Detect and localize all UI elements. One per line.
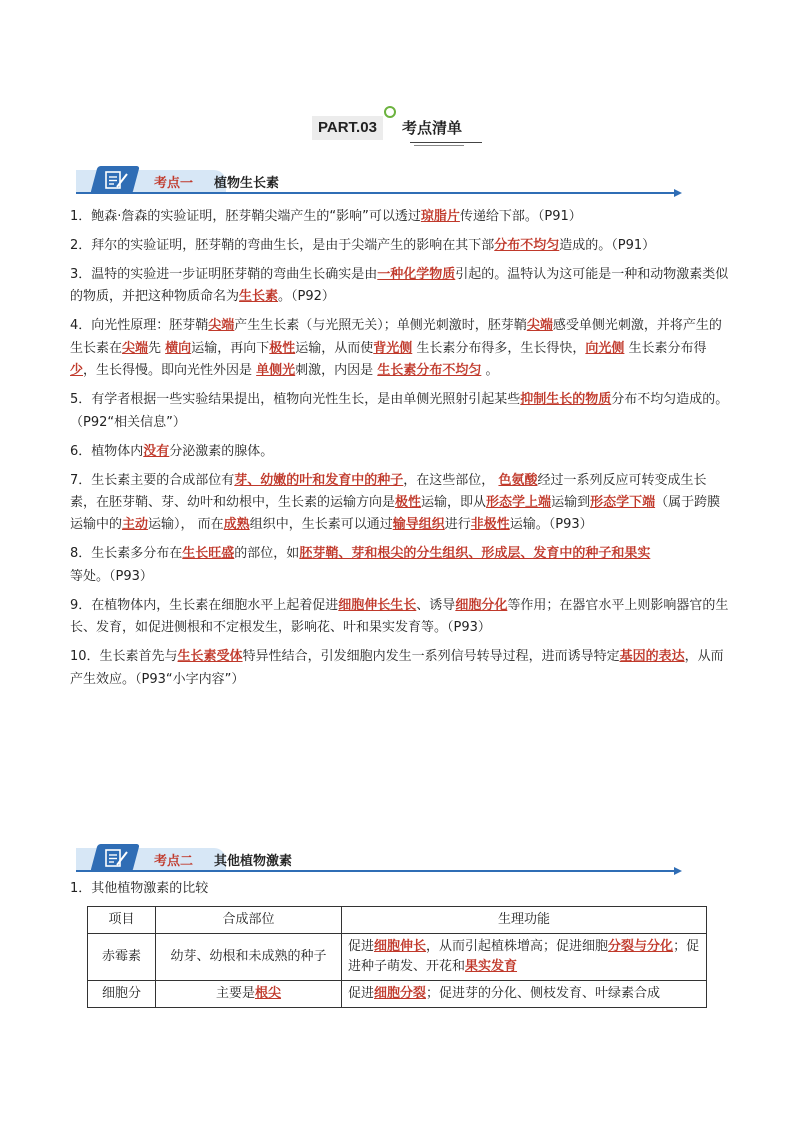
hormone-comparison-table bbox=[87, 906, 707, 1008]
text-segment: ；促进芽的分化、侧枝发育、叶绿素合成 bbox=[426, 986, 661, 1001]
text-segment: 生长素分布得 bbox=[624, 340, 707, 356]
answer-highlight: 分布不均匀 bbox=[494, 238, 560, 253]
text-segment: 进行 bbox=[444, 517, 471, 533]
text-segment: 3．温特的实验进一步证明胚芽鞘的弯曲生长确实是由 bbox=[70, 267, 378, 282]
section-2-intro: 1．其他植物激素的比较 bbox=[70, 881, 209, 896]
text-segment: 等处。（P93） bbox=[70, 568, 153, 584]
section-title: 植物生长素 bbox=[214, 176, 280, 191]
answer-highlight: 尖端 bbox=[526, 318, 553, 334]
hormone-name-cell: 细胞分 bbox=[88, 981, 156, 1008]
section-divider bbox=[76, 192, 676, 194]
answer-highlight: 抑制生长的物质 bbox=[520, 392, 612, 408]
answer-highlight: 胚芽鞘、芽和根尖的分生组织、形成层、发育中的种子和果实 bbox=[299, 546, 651, 562]
section-label: 考点一 bbox=[154, 176, 194, 191]
synthesis-site-cell bbox=[156, 981, 342, 1008]
text-segment: ，从而引起植株增高；促进细胞 bbox=[426, 939, 609, 954]
text-segment: 促进 bbox=[348, 939, 375, 954]
answer-highlight: 色氨酸 bbox=[498, 472, 538, 488]
list-item bbox=[70, 264, 730, 309]
list-item bbox=[70, 470, 730, 537]
text-segment: 先 bbox=[148, 340, 166, 356]
text-segment: 运输）， 而在 bbox=[148, 517, 224, 533]
answer-highlight: 分裂与分化 bbox=[608, 939, 674, 954]
text-segment: 组织中，生长素可以通过 bbox=[249, 517, 393, 533]
answer-highlight: 细胞伸长 bbox=[374, 939, 427, 954]
answer-highlight: 非极性 bbox=[470, 517, 510, 533]
text-segment: ；促进种子萌发、开花和 bbox=[348, 939, 700, 974]
text-segment: 幼芽、幼根和未成熟的种子 bbox=[170, 949, 327, 964]
text-segment: 运输，再向下 bbox=[191, 340, 270, 356]
text-segment: 分泌激素的腺体。 bbox=[169, 443, 274, 459]
text-segment: 等作用；在器官水平上则影响器官的生长、发育，如促进侧根和不定根发生，影响花、叶和果实发育等。（P93） bbox=[70, 597, 729, 636]
text-segment: 9．在植物体内，生长素在细胞水平上起着促进 bbox=[70, 597, 339, 613]
text-segment: ，从而产生效应。（P93“小字内容”） bbox=[70, 649, 724, 687]
page-title: 考点清单 bbox=[402, 119, 463, 137]
answer-highlight: 果实发育 bbox=[465, 959, 518, 974]
answer-highlight: 输导组织 bbox=[392, 517, 445, 533]
answer-highlight: 一种化学物质 bbox=[377, 267, 456, 282]
text-segment: 刺激，内因是 bbox=[295, 363, 378, 379]
list-item bbox=[70, 389, 730, 434]
text-segment: 。 bbox=[481, 363, 499, 379]
section-header-2 bbox=[76, 846, 682, 874]
arrow-icon bbox=[674, 189, 682, 197]
answer-highlight: 生长旺盛 bbox=[182, 546, 235, 562]
text-segment: 引起的。温特认为这可能是一种和动物激素类似的物质，并把这种物质命名为 bbox=[70, 267, 729, 305]
text-segment: 分布不均匀造成的。（P92“相关信息”） bbox=[70, 392, 729, 430]
text-segment: 造成的。（P91） bbox=[559, 238, 656, 253]
answer-highlight: 极性 bbox=[269, 340, 296, 356]
table-header-cell: 项目 bbox=[88, 907, 156, 934]
list-item bbox=[70, 235, 730, 257]
text-segment: 运输到 bbox=[551, 495, 591, 511]
text-segment: 运输。（P93） bbox=[509, 517, 593, 533]
answer-highlight: 形态学下端 bbox=[590, 495, 656, 511]
list-item bbox=[70, 595, 730, 640]
list-item bbox=[70, 646, 730, 691]
section-divider bbox=[76, 870, 676, 872]
answer-highlight: 生长素分布不均匀 bbox=[377, 363, 482, 379]
text-segment: 主要是 bbox=[215, 986, 255, 1001]
answer-highlight: 尖端 bbox=[122, 340, 149, 356]
list-item bbox=[70, 315, 730, 382]
answer-highlight: 尖端 bbox=[208, 318, 235, 334]
notepad-pencil-icon bbox=[100, 168, 132, 192]
text-segment: 5．有学者根据一些实验结果提出，植物向光性生长，是由单侧光照射引起某些 bbox=[70, 392, 521, 408]
list-item bbox=[70, 206, 730, 228]
text-segment: 运输，从而使 bbox=[295, 340, 374, 356]
section-1-content bbox=[70, 206, 730, 698]
text-segment: 10．生长素首先与 bbox=[70, 649, 178, 665]
list-item bbox=[70, 441, 730, 463]
table-header-cell: 生理功能 bbox=[342, 907, 707, 934]
answer-highlight: 细胞分裂 bbox=[374, 986, 427, 1001]
text-segment: 特异性结合，引发细胞内发生一系列信号转导过程，进而诱导特定 bbox=[242, 649, 620, 665]
function-cell bbox=[342, 981, 707, 1008]
answer-highlight: 主动 bbox=[122, 517, 149, 533]
answer-highlight: 细胞伸长生长 bbox=[338, 597, 417, 613]
table-row bbox=[88, 934, 707, 981]
text-segment: 运输，即从 bbox=[421, 495, 487, 511]
table-row bbox=[88, 981, 707, 1008]
text-segment: 促进 bbox=[348, 986, 375, 1001]
answer-highlight: 芽、幼嫩的叶和发育中的种子 bbox=[234, 472, 404, 488]
answer-highlight: 细胞分化 bbox=[455, 597, 508, 613]
text-segment: 的部位，如 bbox=[234, 546, 300, 562]
table-header-cell: 合成部位 bbox=[156, 907, 342, 934]
notepad-pencil-icon bbox=[100, 846, 132, 870]
text-segment: 1．鲍森·詹森的实验证明，胚芽鞘尖端产生的“影响”可以透过 bbox=[70, 209, 421, 224]
answer-highlight: 没有 bbox=[143, 443, 170, 459]
answer-highlight: 生长素 bbox=[239, 289, 279, 305]
synthesis-site-cell bbox=[156, 934, 342, 981]
answer-highlight: 根尖 bbox=[255, 986, 282, 1001]
function-cell bbox=[342, 934, 707, 981]
text-segment: 4．向光性原理：胚芽鞘 bbox=[70, 318, 209, 334]
section-title: 其他植物激素 bbox=[214, 854, 293, 869]
text-segment: 、诱导 bbox=[416, 597, 456, 613]
answer-highlight: 基因的表达 bbox=[619, 649, 685, 665]
title-underline bbox=[410, 142, 482, 143]
page-header bbox=[0, 112, 794, 146]
text-segment: ，生长得慢。即向光性外因是 bbox=[83, 363, 257, 379]
arrow-icon bbox=[674, 867, 682, 875]
text-segment: 感受单侧光刺激，并将产生的生长素在 bbox=[70, 318, 722, 356]
answer-highlight: 成熟 bbox=[223, 517, 250, 533]
ring-icon bbox=[384, 106, 396, 118]
answer-highlight: 向光侧 bbox=[585, 340, 625, 356]
text-segment: 2．拜尔的实验证明，胚芽鞘的弯曲生长，是由于尖端产生的影响在其下部 bbox=[70, 238, 495, 253]
text-segment: 7．生长素主要的合成部位有 bbox=[70, 472, 235, 488]
list-item bbox=[70, 543, 730, 588]
text-segment: 6．植物体内 bbox=[70, 443, 144, 459]
text-segment: 产生生长素（与光照无关）；单侧光刺激时，胚芽鞘 bbox=[234, 318, 527, 334]
text-segment: （属于跨膜运输中的 bbox=[70, 495, 721, 533]
answer-highlight: 少 bbox=[70, 363, 84, 379]
text-segment: 。（P92） bbox=[278, 289, 335, 305]
part-number: PART.03 bbox=[312, 116, 383, 140]
answer-highlight: 形态学上端 bbox=[486, 495, 552, 511]
table-header-row bbox=[88, 907, 707, 934]
answer-highlight: 背光侧 bbox=[373, 340, 413, 356]
text-segment: 生长素分布得多，生长得快， bbox=[412, 340, 586, 356]
text-segment: 传递给下部。（P91） bbox=[459, 209, 582, 224]
section-header-1 bbox=[76, 168, 682, 196]
section-label: 考点二 bbox=[154, 854, 194, 869]
answer-highlight: 单侧光 bbox=[256, 363, 296, 379]
hormone-name-cell: 赤霉素 bbox=[88, 934, 156, 981]
answer-highlight: 生长素受体 bbox=[177, 649, 243, 665]
title-underline-secondary bbox=[414, 145, 464, 146]
answer-highlight: 琼脂片 bbox=[420, 209, 460, 224]
text-segment: 8．生长素多分布在 bbox=[70, 546, 183, 562]
text-segment: ，在这些部位， bbox=[403, 472, 499, 488]
answer-highlight: 横向 bbox=[165, 340, 192, 356]
text-segment: 经过一系列反应可转变成生长素，在胚芽鞘、芽、幼叶和幼根中，生长素的运输方向是 bbox=[70, 472, 707, 511]
answer-highlight: 极性 bbox=[395, 495, 422, 511]
